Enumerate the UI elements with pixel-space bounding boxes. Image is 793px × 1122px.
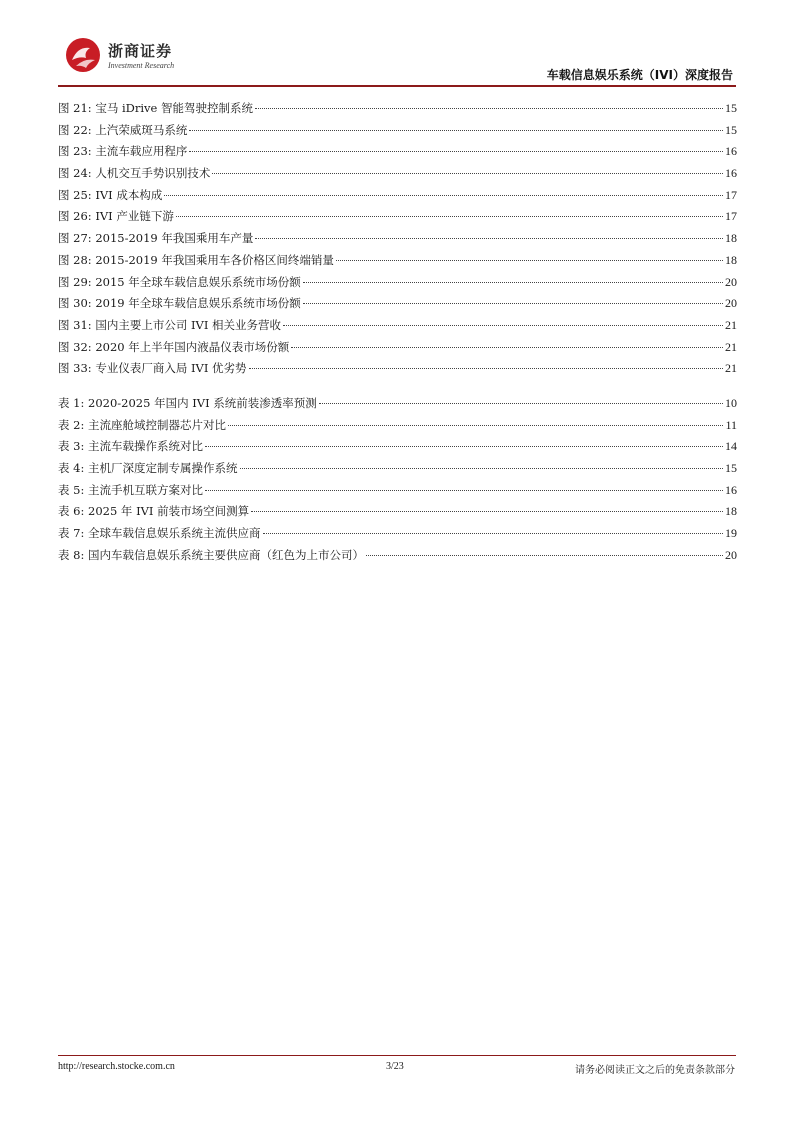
dot-leader bbox=[251, 511, 723, 512]
dot-leader bbox=[303, 282, 723, 283]
toc-entry-page: 11 bbox=[725, 417, 737, 432]
dot-leader bbox=[303, 303, 723, 304]
toc-entry-title: 图 33: 专业仪表厂商入局 IVI 优劣势 bbox=[58, 361, 247, 376]
toc-entry[interactable] bbox=[58, 272, 737, 294]
dot-leader bbox=[249, 368, 723, 369]
dot-leader bbox=[212, 173, 723, 174]
toc-entry-title: 表 8: 国内车载信息娱乐系统主要供应商（红色为上市公司） bbox=[58, 547, 364, 562]
toc-entry-page: 20 bbox=[725, 296, 737, 311]
toc-entry[interactable] bbox=[58, 337, 737, 359]
toc-entry-title: 图 22: 上汽荣威斑马系统 bbox=[58, 122, 188, 137]
logo-chinese-name: 浙商证券 bbox=[108, 42, 173, 60]
toc-entry-page: 21 bbox=[725, 339, 737, 354]
toc-entry-title: 图 24: 人机交互手势识别技术 bbox=[58, 166, 211, 181]
footer-divider bbox=[58, 1055, 736, 1056]
footer-disclaimer: 请务必阅读正文之后的免责条款部分 bbox=[575, 1065, 735, 1076]
toc-entry-page: 18 bbox=[725, 252, 737, 267]
toc-entry-title: 表 2: 主流座舱域控制器芯片对比 bbox=[58, 417, 227, 432]
dot-leader bbox=[255, 108, 723, 109]
toc-entry[interactable] bbox=[58, 141, 737, 163]
toc-entry[interactable] bbox=[58, 501, 737, 523]
toc-entry-title: 图 31: 国内主要上市公司 IVI 相关业务营收 bbox=[58, 317, 282, 332]
toc-entry[interactable] bbox=[58, 228, 737, 250]
toc-entry[interactable] bbox=[58, 393, 737, 415]
toc-entry[interactable] bbox=[58, 206, 737, 228]
toc-entry-title: 表 4: 主机厂深度定制专属操作系统 bbox=[58, 461, 238, 476]
dot-leader bbox=[205, 446, 723, 447]
dot-leader bbox=[283, 325, 723, 326]
toc-entry-title: 表 6: 2025 年 IVI 前装市场空间测算 bbox=[58, 504, 250, 519]
toc-entry-page: 18 bbox=[725, 504, 737, 519]
toc-entry-page: 14 bbox=[725, 439, 737, 454]
toc-entry-page: 15 bbox=[725, 122, 737, 137]
dot-leader bbox=[189, 151, 723, 152]
page-number: 3/23 bbox=[386, 1061, 404, 1072]
toc-entry-page: 21 bbox=[725, 317, 737, 332]
toc-entry-title: 图 25: IVI 成本构成 bbox=[58, 187, 163, 202]
toc-entry-title: 表 1: 2020-2025 年国内 IVI 系统前装渗透率预测 bbox=[58, 396, 317, 410]
toc-entry[interactable] bbox=[58, 458, 737, 480]
toc-entry[interactable] bbox=[58, 415, 737, 437]
toc-entry-title: 图 23: 主流车载应用程序 bbox=[58, 144, 188, 159]
toc-entry[interactable] bbox=[58, 315, 737, 337]
logo-english-name: Investment Research bbox=[108, 61, 175, 70]
dot-leader bbox=[366, 555, 723, 556]
toc-entry[interactable] bbox=[58, 523, 737, 545]
dot-leader bbox=[189, 130, 723, 131]
toc-entry-title: 表 5: 主流手机互联方案对比 bbox=[58, 482, 204, 497]
toc-entry[interactable] bbox=[58, 436, 737, 458]
toc-entry-title: 图 32: 2020 年上半年国内液晶仪表市场份额 bbox=[58, 339, 290, 354]
toc-entry[interactable] bbox=[58, 545, 737, 567]
toc-entry[interactable] bbox=[58, 358, 737, 380]
toc-entry[interactable] bbox=[58, 250, 737, 272]
toc-entry-page: 17 bbox=[725, 187, 737, 202]
toc-entry-page: 15 bbox=[725, 461, 737, 476]
toc-entry-page: 20 bbox=[725, 274, 737, 289]
toc-entry[interactable] bbox=[58, 163, 737, 185]
dot-leader bbox=[176, 216, 723, 217]
toc-entry-title: 图 28: 2015-2019 年我国乘用车各价格区间终端销量 bbox=[58, 252, 334, 267]
toc-entry-page: 15 bbox=[725, 101, 737, 115]
dot-leader bbox=[291, 347, 723, 348]
logo-emblem-icon bbox=[64, 36, 102, 74]
toc-entry-page: 17 bbox=[725, 209, 737, 224]
toc-entry[interactable] bbox=[58, 480, 737, 502]
toc-entry-page: 20 bbox=[725, 547, 737, 562]
figure-list bbox=[58, 98, 737, 380]
dot-leader bbox=[319, 403, 723, 404]
toc-entry[interactable] bbox=[58, 98, 737, 120]
table-list bbox=[58, 393, 737, 567]
toc-entry-page: 18 bbox=[725, 231, 737, 246]
toc-entry-title: 表 3: 主流车载操作系统对比 bbox=[58, 439, 204, 454]
dot-leader bbox=[255, 238, 723, 239]
toc-entry-title: 图 30: 2019 年全球车载信息娱乐系统市场份额 bbox=[58, 296, 301, 311]
toc-entry-page: 16 bbox=[725, 482, 737, 497]
company-logo bbox=[64, 36, 184, 78]
toc-entry-title: 表 7: 全球车载信息娱乐系统主流供应商 bbox=[58, 526, 261, 541]
toc-entry-page: 21 bbox=[725, 361, 737, 376]
toc-entry[interactable] bbox=[58, 120, 737, 142]
dot-leader bbox=[263, 533, 723, 534]
toc-entry-page: 19 bbox=[725, 526, 737, 541]
report-title: 车载信息娱乐系统（IVI）深度报告 bbox=[546, 68, 733, 82]
dot-leader bbox=[205, 490, 723, 491]
toc-entry-title: 图 29: 2015 年全球车载信息娱乐系统市场份额 bbox=[58, 274, 301, 289]
footer-url[interactable]: http://research.stocke.com.cn bbox=[58, 1061, 175, 1072]
toc-entry[interactable] bbox=[58, 185, 737, 207]
toc-entry-title: 图 21: 宝马 iDrive 智能驾驶控制系统 bbox=[58, 101, 254, 115]
dot-leader bbox=[336, 260, 723, 261]
toc-entry-page: 16 bbox=[725, 144, 737, 159]
toc-entry-page: 10 bbox=[725, 396, 737, 410]
dot-leader bbox=[164, 195, 723, 196]
header-divider bbox=[58, 85, 736, 87]
toc-entry-title: 图 26: IVI 产业链下游 bbox=[58, 209, 174, 224]
dot-leader bbox=[228, 425, 723, 426]
toc-entry-page: 16 bbox=[725, 166, 737, 181]
dot-leader bbox=[240, 468, 723, 469]
toc-entry-title: 图 27: 2015-2019 年我国乘用车产量 bbox=[58, 231, 254, 246]
toc-entry[interactable] bbox=[58, 293, 737, 315]
